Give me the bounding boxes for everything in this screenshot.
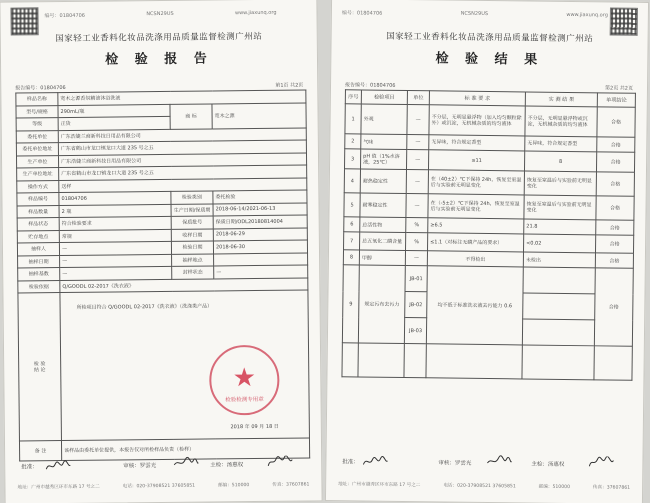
cell-number: 4 [344, 169, 360, 193]
cell-result [523, 267, 595, 294]
cell-label: 等级 [16, 118, 58, 131]
table-row [344, 193, 634, 221]
cell-number: 9 [342, 265, 359, 343]
page-meta [44, 10, 276, 19]
page-meta [342, 9, 608, 19]
cell-label: 保质批号 [171, 216, 213, 229]
cell-label: 抽样地点 [172, 253, 214, 266]
footer-postcode: 邮编：510000 [538, 484, 571, 491]
cell-label: 生产单位地址 [17, 168, 59, 181]
cell-value: 正货 [58, 116, 170, 130]
cell-value [214, 252, 308, 265]
cell-number: 7 [344, 232, 360, 250]
cell-result: 恢复至室温后与实验前无明显变化 [524, 171, 596, 196]
cell-requirement: 在（-5±2）℃下保持 24h，恢复至室温后与实验前无明显变化 [428, 194, 524, 219]
meta-item: 编号：01804706 [44, 12, 86, 20]
column-header: 单位 [407, 91, 429, 105]
footer-phone: 电话：020-37908521 37605851 [122, 483, 196, 490]
cell-verdict: 合格 [596, 220, 634, 235]
table-row [342, 343, 632, 381]
star-icon: ★ [232, 363, 257, 394]
cell-number: 8 [343, 250, 359, 265]
table-row [344, 169, 634, 197]
signature [486, 452, 512, 464]
page-number: 第1页 共2页 [275, 82, 304, 89]
cell-label: 检验依据 [18, 280, 60, 293]
meta-item: www.jiaxunq.org [234, 9, 277, 17]
page-number: 第2页 共2页 [605, 85, 634, 92]
cell-requirement: 无异味，符合规定香型 [429, 135, 525, 151]
cell-verdict: 合格 [595, 253, 633, 268]
cell-value: 送样 [59, 177, 307, 192]
cell-subitem: JB-03 [404, 317, 426, 343]
cell-result: 未检出 [523, 252, 595, 268]
cell-value: 委托检验 [213, 190, 307, 203]
cell-label: 贮存地点 [17, 230, 59, 243]
cell-value: — [60, 266, 172, 280]
reviewer-label: 审核：罗雲光 [123, 463, 157, 470]
footer-phone: 电话：020-37908521 37605851 [443, 483, 516, 490]
cell-result: <0.02 [523, 234, 595, 253]
inspector-label: 主检：汤惠权 [531, 461, 565, 468]
cell-unit: — [405, 251, 427, 266]
cell-value: 广东浩婕兰商新科技日用品有限公司 [58, 127, 306, 142]
page-title: 检 验 结 果 [435, 51, 544, 68]
cell-value: 2018-06-30 [213, 240, 307, 253]
cell-label: 抽样日期 [18, 255, 60, 268]
cell-number: 2 [345, 134, 361, 149]
cell-verdict: 合格 [595, 235, 633, 253]
cell-value: 保质日期/ODL20180814004 [213, 215, 307, 228]
cell-requirement: ≥6.5 [428, 218, 524, 234]
cell-value: — [60, 254, 172, 268]
cell-value: 该样品由委托单位提供，本报告仅对所检样品负责（检样） [61, 438, 309, 461]
cell-number: 1 [345, 104, 361, 134]
reviewer-label: 审核：罗雲光 [438, 460, 472, 467]
signature [267, 453, 293, 465]
cell-unit: — [406, 150, 428, 170]
cell-value: 2018-06-14/2021-06-13 [213, 202, 307, 215]
inspector-label: 主检：汤惠权 [210, 462, 244, 469]
cell-label: 型号/规格 [16, 105, 58, 118]
column-header: 单项结论 [597, 93, 635, 107]
cell-verdict: 合格 [596, 172, 634, 196]
cell-unit: — [407, 135, 429, 150]
footer-fax: 传真：37607861 [272, 482, 310, 488]
results-table [341, 89, 635, 381]
cell-label: 样品名称 [16, 93, 58, 106]
cell-result: 不分层，无明显悬浮物或沉淀，无机械杂质的均匀液体 [525, 106, 597, 137]
cell-label: 操作方式 [17, 180, 59, 193]
cell-verdict: 合格 [597, 137, 635, 152]
organization-name: 国家轻工业香料化妆品洗涤用品质量监督检测广州站 [55, 31, 263, 45]
table-row [343, 265, 633, 295]
cell-label: 备 注 [19, 441, 61, 461]
report-page-right [325, 0, 649, 503]
cell-result: 21.8 [524, 219, 596, 235]
cell-result: 无异味，符合规定香型 [525, 136, 597, 152]
cell-label: 样品数量 [17, 205, 59, 218]
cell-result: 8 [524, 151, 596, 172]
blank-cell [404, 343, 426, 377]
cell-subitem: JB-02 [405, 292, 427, 318]
cell-number: 3 [345, 149, 361, 169]
cell-value: — [59, 241, 171, 255]
page-title: 检 验 报 告 [105, 51, 213, 68]
cell-value: 宽木之源 [212, 102, 306, 128]
cell-requirement: 均不低于标准洗衣液去污能力 0.6 [426, 266, 523, 345]
cell-subitem: JB-01 [405, 266, 427, 292]
cell-value: 2018-06-29 [213, 227, 307, 240]
report-page-left [0, 0, 323, 503]
cell-label: 样品状态 [17, 218, 59, 231]
cell-value: 01804706 [59, 191, 171, 205]
cell-item: pH 值（1%水溶液，25℃） [360, 149, 406, 170]
cell-label: 收样日期 [171, 228, 213, 241]
signature [362, 452, 388, 464]
meta-item: www.jiaxunq.org [566, 11, 608, 19]
cell-number: 5 [344, 193, 360, 217]
column-header: 检验项目 [361, 90, 407, 105]
cell-label: 检验类别 [171, 191, 213, 204]
cell-item: 总五氧化二磷含量 [360, 232, 406, 251]
seal-text: 检验检测专用章 [225, 396, 264, 404]
cell-value: 符合检验要求 [59, 216, 171, 230]
cell-requirement: ≤11 [428, 150, 524, 171]
cell-label: 生产日期/保质期 [171, 203, 213, 216]
cell-value: 2 瓶 [59, 204, 171, 218]
blank-cell [358, 343, 404, 378]
signature [173, 454, 199, 466]
official-seal [209, 345, 280, 416]
cell-item: 耐热稳定性 [360, 169, 406, 194]
cell-result [523, 293, 595, 320]
cell-unit: % [406, 218, 428, 233]
conclusion-text: 所检项目符合 Q/GOODL 02-2017《洗衣液》（洗涤类产品） [76, 303, 213, 311]
cell-label: 检验日期 [171, 241, 213, 254]
cell-item: 耐寒稳定性 [360, 193, 406, 218]
blank-cell [594, 346, 632, 380]
report-number: 报告编号：01804706 [344, 82, 396, 89]
cell-unit: — [406, 170, 428, 194]
cell-value: 常规 [59, 229, 171, 243]
cell-requirement: ≤1.1（对标注无磷产品的要求） [428, 233, 524, 252]
cell-item: 规定污布去污力 [358, 265, 405, 344]
blank-cell [522, 345, 594, 380]
cell-requirement: 不得检出 [427, 251, 523, 267]
column-header: 标 准 要 求 [429, 91, 525, 106]
footer-address: 地址：广州市越秀区环市东路 17 号之二 [338, 482, 421, 489]
cell-item: 总活性物 [360, 217, 406, 233]
column-header: 实 测 结 果 [525, 92, 597, 107]
cell-item: 气味 [361, 134, 407, 150]
conclusion-date: 2018 年 09 月 18 日 [230, 423, 279, 431]
cell-unit: — [406, 194, 428, 218]
cell-label: 检 验 结 论 [18, 293, 62, 441]
cell-label: 样品编号 [17, 193, 59, 206]
blank-cell [426, 344, 522, 379]
cell-verdict: 合格 [594, 268, 633, 346]
cell-value: 290mL/瓶 [58, 104, 170, 118]
meta-item: 编号：01804706 [341, 10, 383, 17]
signature [45, 457, 71, 469]
cell-unit: — [407, 105, 429, 135]
cell-label: 委托单位地址 [16, 143, 58, 156]
cell-value: 广东浩婕兰商新科技日用品有限公司 [58, 152, 306, 167]
cell-value: 广东省鹤山市龙口镇龙口大道 235 号之五 [59, 165, 307, 180]
meta-item: NCSN29US [460, 10, 489, 17]
meta-item: NCSN29US [146, 10, 174, 18]
cell-requirement: 不分层，无明显悬浮物（加入均匀颗粒除外）或沉淀，无机械杂质的均匀液体 [429, 105, 525, 136]
page-footer [17, 481, 309, 490]
footer-fax: 传真：37607861 [592, 485, 631, 491]
cell-result [522, 319, 594, 346]
cell-verdict: 合格 [596, 152, 634, 172]
cell-item: 甲醇 [359, 250, 405, 266]
cell-label: 封样状态 [172, 266, 214, 279]
cell-label: 抽样基数 [18, 268, 60, 281]
page-footer [338, 481, 630, 491]
cell-verdict: 合格 [597, 107, 635, 137]
cell-requirement: 在（40±2）℃下保持 24h，恢复至室温后与实验前无明显变化 [428, 170, 524, 195]
approver-label: 批准： [342, 459, 359, 466]
cell-result: 恢复至室温后与实验前无明显变化 [524, 195, 596, 220]
signature [588, 453, 614, 465]
cell-value: 广东省鹤山市龙口镇龙口大道 235 号之五 [58, 140, 306, 155]
cell-label: 商 标 [170, 103, 212, 128]
table-row [345, 104, 635, 138]
column-header: 序号 [345, 90, 361, 104]
cell-item: 外观 [361, 104, 407, 135]
organization-name: 国家轻工业香料化妆品洗涤用品质量监督检测广州站 [386, 31, 594, 45]
cell-verdict: 合格 [596, 196, 634, 220]
blank-cell [342, 343, 358, 377]
cell-value: — [214, 265, 308, 278]
footer-postcode: 邮编：510000 [217, 483, 250, 489]
footer-address: 地址：广州市越秀区环市东路 17 号之二 [17, 484, 100, 491]
cell-label: 生产单位 [16, 155, 58, 168]
approver-label: 批准： [21, 464, 38, 471]
cell-unit: % [406, 233, 428, 251]
cell-value: Q/GOODL 02-2017《洗衣液》 [60, 277, 308, 292]
cell-label: 委托单位 [16, 130, 58, 143]
cell-number: 6 [344, 217, 360, 232]
cell-label: 抽样人 [17, 243, 59, 256]
cell-value: 宽木之源香氛精油沐浴洗液 [58, 90, 306, 105]
report-number: 报告编号：01804706 [15, 84, 66, 92]
